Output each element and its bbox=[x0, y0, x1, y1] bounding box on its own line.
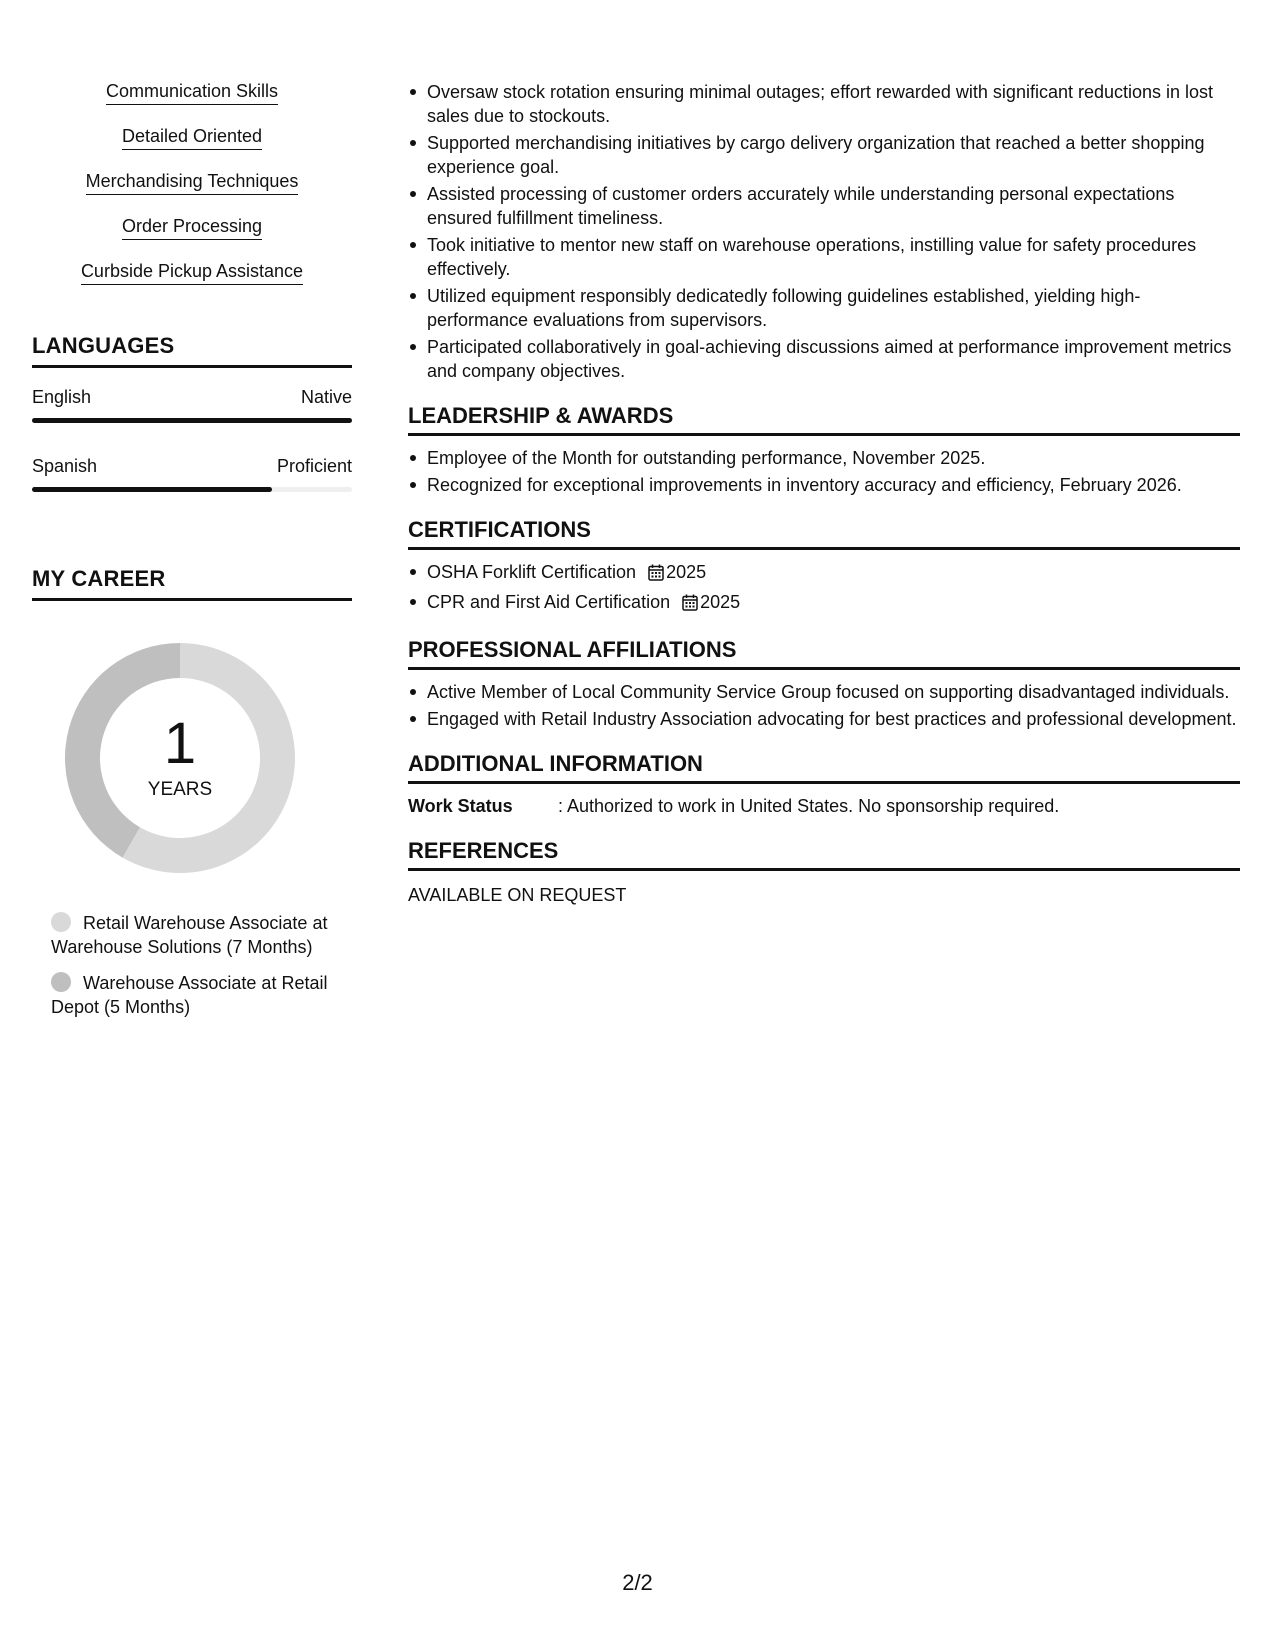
references-title: REFERENCES bbox=[408, 838, 1240, 871]
references-text: AVAILABLE ON REQUEST bbox=[408, 885, 627, 905]
language-name: Spanish bbox=[32, 456, 98, 476]
skills-list bbox=[32, 80, 352, 305]
affiliation-item: Engaged with Retail Industry Association advocating for best practices and professional development. bbox=[427, 707, 1240, 731]
skill-item: Order Processing bbox=[122, 215, 262, 240]
experience-bullet: Supported merchandising initiatives by cargo delivery organization that reached a better shopping experience goal. bbox=[427, 131, 1240, 179]
career-role-label: Retail Warehouse Associate at Warehouse Solutions (7 Months) bbox=[51, 913, 328, 957]
experience-bullet: Assisted processing of customer orders accurately while understanding personal expectations ensured fulfillment timeliness. bbox=[427, 182, 1240, 230]
experience-bullet: Participated collaboratively in goal-achieving discussions aimed at performance improvement metrics and company objectives. bbox=[427, 335, 1240, 383]
skill-item: Merchandising Techniques bbox=[86, 170, 299, 195]
left-column bbox=[32, 80, 352, 1031]
career-role-label: Warehouse Associate at Retail Depot (5 Months) bbox=[51, 973, 328, 1017]
work-status-row bbox=[408, 794, 1240, 818]
experience-bullet: Took initiative to mentor new staff on warehouse operations, instilling value for safety procedures effectively. bbox=[427, 233, 1240, 281]
experience-bullet: Oversaw stock rotation ensuring minimal outages; effort rewarded with significant reductions in lost sales due to stockouts. bbox=[427, 80, 1240, 128]
legend-dot-icon bbox=[51, 972, 71, 992]
career-legend-item bbox=[51, 971, 331, 1019]
work-status-label: Work Status bbox=[408, 796, 513, 816]
work-status-value: : Authorized to work in United States. No sponsorship required. bbox=[558, 796, 1060, 816]
language-row-spanish bbox=[32, 455, 352, 492]
additional-info-section bbox=[408, 751, 1240, 818]
career-total-years: 1 bbox=[163, 711, 197, 776]
languages-section bbox=[32, 333, 352, 492]
additional-info-title: ADDITIONAL INFORMATION bbox=[408, 751, 1240, 784]
certifications-title: CERTIFICATIONS bbox=[408, 517, 1240, 550]
experience-bullet: Utilized equipment responsibly dedicatedly following guidelines established, yielding high-performance evaluations from supervisors. bbox=[427, 284, 1240, 332]
calendar-icon bbox=[648, 563, 664, 587]
award-item: Recognized for exceptional improvements in inventory accuracy and efficiency, February 2026. bbox=[427, 473, 1240, 497]
certification-item bbox=[427, 560, 1240, 587]
certification-name: OSHA Forklift Certification bbox=[427, 562, 637, 582]
certification-year: 2025 bbox=[666, 562, 707, 582]
certification-year: 2025 bbox=[700, 592, 741, 612]
languages-title: LANGUAGES bbox=[32, 333, 352, 368]
career-section bbox=[32, 566, 352, 1019]
language-level-fill bbox=[32, 418, 352, 423]
leadership-title: LEADERSHIP & AWARDS bbox=[408, 403, 1240, 436]
language-row-english bbox=[32, 386, 352, 423]
career-legend-item bbox=[51, 911, 331, 959]
calendar-icon bbox=[682, 593, 698, 617]
career-donut-chart bbox=[65, 643, 295, 873]
experience-bullets bbox=[408, 80, 1240, 383]
certification-item bbox=[427, 590, 1240, 617]
language-level-fill bbox=[32, 487, 272, 492]
award-item: Employee of the Month for outstanding performance, November 2025. bbox=[427, 446, 1240, 470]
affiliation-item: Active Member of Local Community Service Group focused on supporting disadvantaged individuals. bbox=[427, 680, 1240, 704]
skill-item: Detailed Oriented bbox=[122, 125, 262, 150]
language-level: Proficient bbox=[276, 456, 352, 476]
career-legend bbox=[51, 911, 331, 1019]
language-level-bar bbox=[32, 418, 352, 423]
skill-item: Curbside Pickup Assistance bbox=[81, 260, 303, 285]
certifications-section bbox=[408, 517, 1240, 617]
language-level: Native bbox=[300, 387, 352, 407]
skill-item: Communication Skills bbox=[106, 80, 278, 105]
career-title: MY CAREER bbox=[32, 566, 352, 601]
legend-dot-icon bbox=[51, 912, 71, 932]
right-column bbox=[408, 80, 1240, 907]
career-total-unit: YEARS bbox=[147, 779, 213, 800]
page-number: 2/2 bbox=[622, 1570, 653, 1595]
language-level-bar bbox=[32, 487, 352, 492]
leadership-section bbox=[408, 403, 1240, 497]
language-name: English bbox=[32, 387, 92, 407]
certification-name: CPR and First Aid Certification bbox=[427, 592, 671, 612]
affiliations-section bbox=[408, 637, 1240, 731]
references-section bbox=[408, 838, 1240, 907]
affiliations-title: PROFESSIONAL AFFILIATIONS bbox=[408, 637, 1240, 670]
